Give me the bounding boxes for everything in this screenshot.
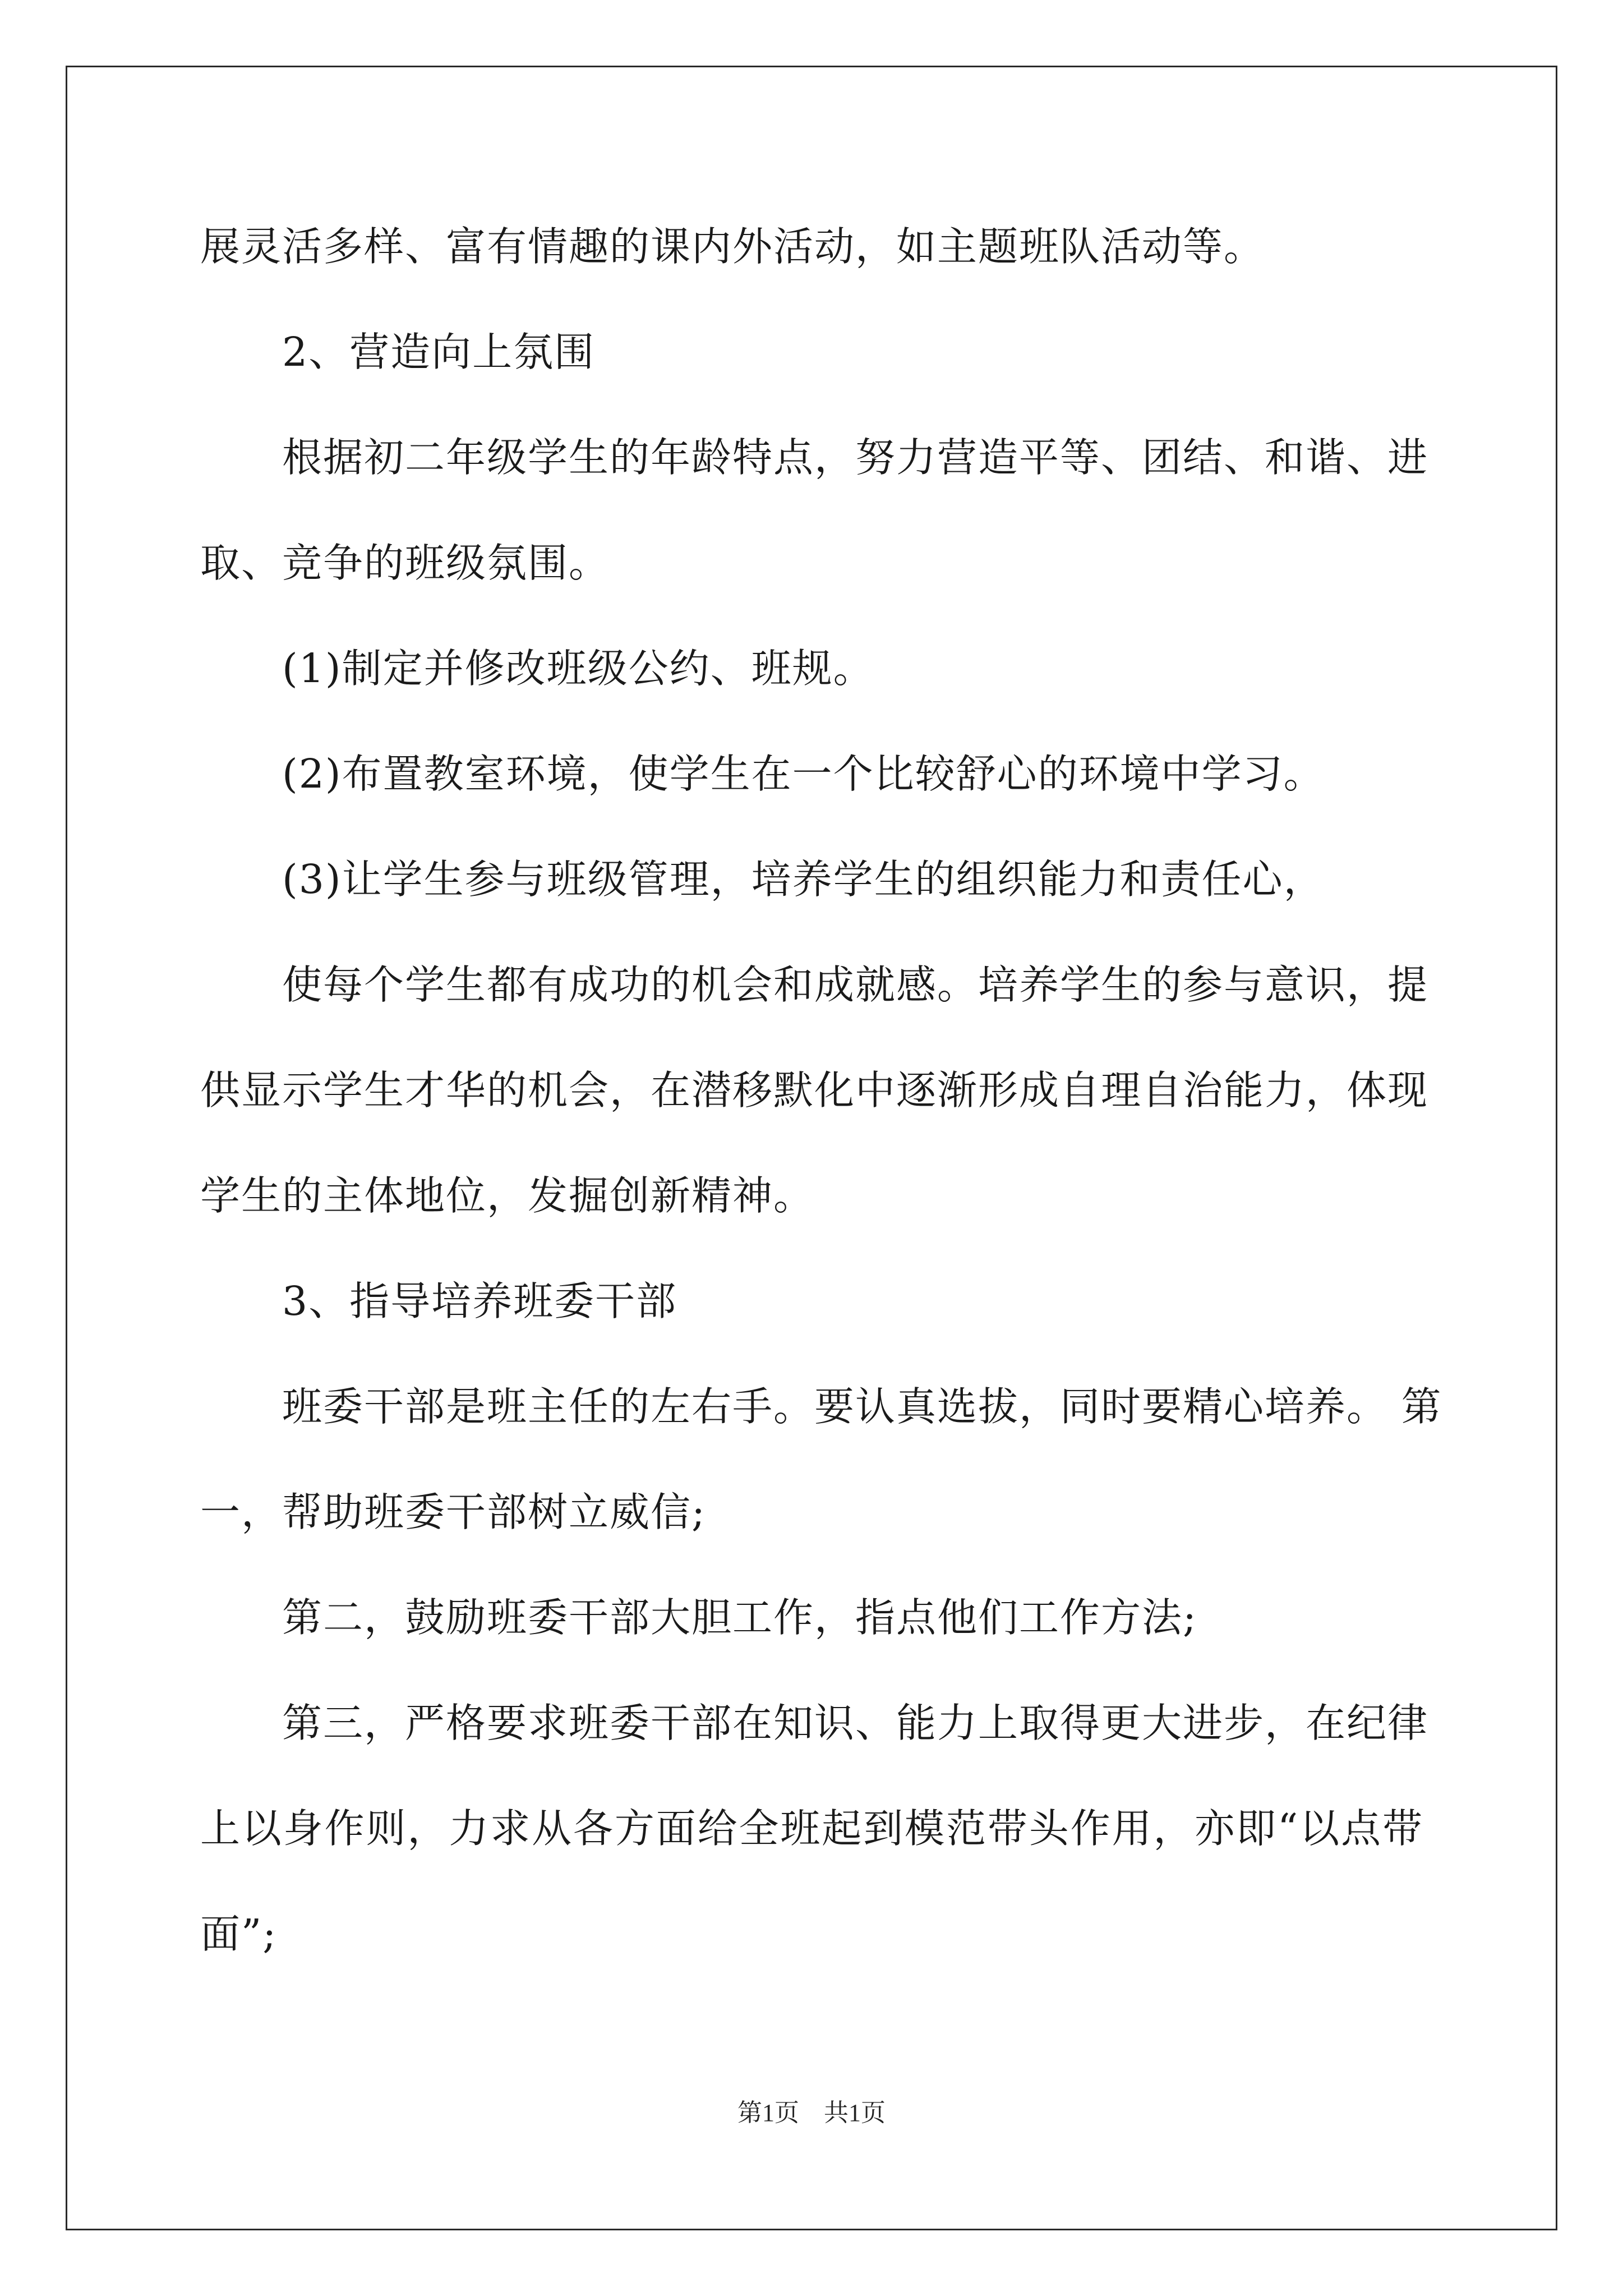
paragraph-line: 供显示学生才华的机会，在潜移默化中逐渐形成自理自治能力，体现 (200, 1067, 1429, 1114)
paragraph-line: 班委干部是班主任的左右手。要认真选拔，同时要精心培养。 第 (282, 1383, 1442, 1430)
paragraph-line: 一，帮助班委干部树立威信; (200, 1489, 706, 1535)
paragraph-line: 面”; (200, 1911, 278, 1957)
paragraph-line: 上以身作则，力求从各方面给全班起到模范带头作用，亦即“以点带 (200, 1805, 1423, 1852)
section-heading: 2、营造向上氛围 (282, 329, 596, 375)
paragraph-line: 取、竞争的班级氛围。 (200, 540, 610, 586)
paragraph-line: 根据初二年级学生的年龄特点，努力营造平等、团结、和谐、进 (282, 434, 1429, 481)
page-number-footer: 第1页 共1页 (737, 2099, 886, 2127)
list-item: (3)让学生参与班级管理，培养学生的组织能力和责任心， (282, 856, 1325, 903)
page-border (66, 66, 1557, 2230)
paragraph-line: 展灵活多样、富有情趣的课内外活动，如主题班队活动等。 (200, 223, 1265, 270)
paragraph-line: 第二，鼓励班委干部大胆工作，指点他们工作方法; (282, 1594, 1197, 1641)
list-item: (1)制定并修改班级公约、班规。 (282, 645, 874, 692)
section-heading: 3、指导培养班委干部 (282, 1278, 677, 1324)
paragraph-line: 使每个学生都有成功的机会和成就感。培养学生的参与意识，提 (282, 961, 1429, 1008)
paragraph-line: 第三，严格要求班委干部在知识、能力上取得更大进步，在纪律 (282, 1700, 1429, 1746)
paragraph-line: 学生的主体地位，发掘创新精神。 (200, 1172, 815, 1219)
list-item: (2)布置教室环境，使学生在一个比较舒心的环境中学习。 (282, 751, 1325, 797)
